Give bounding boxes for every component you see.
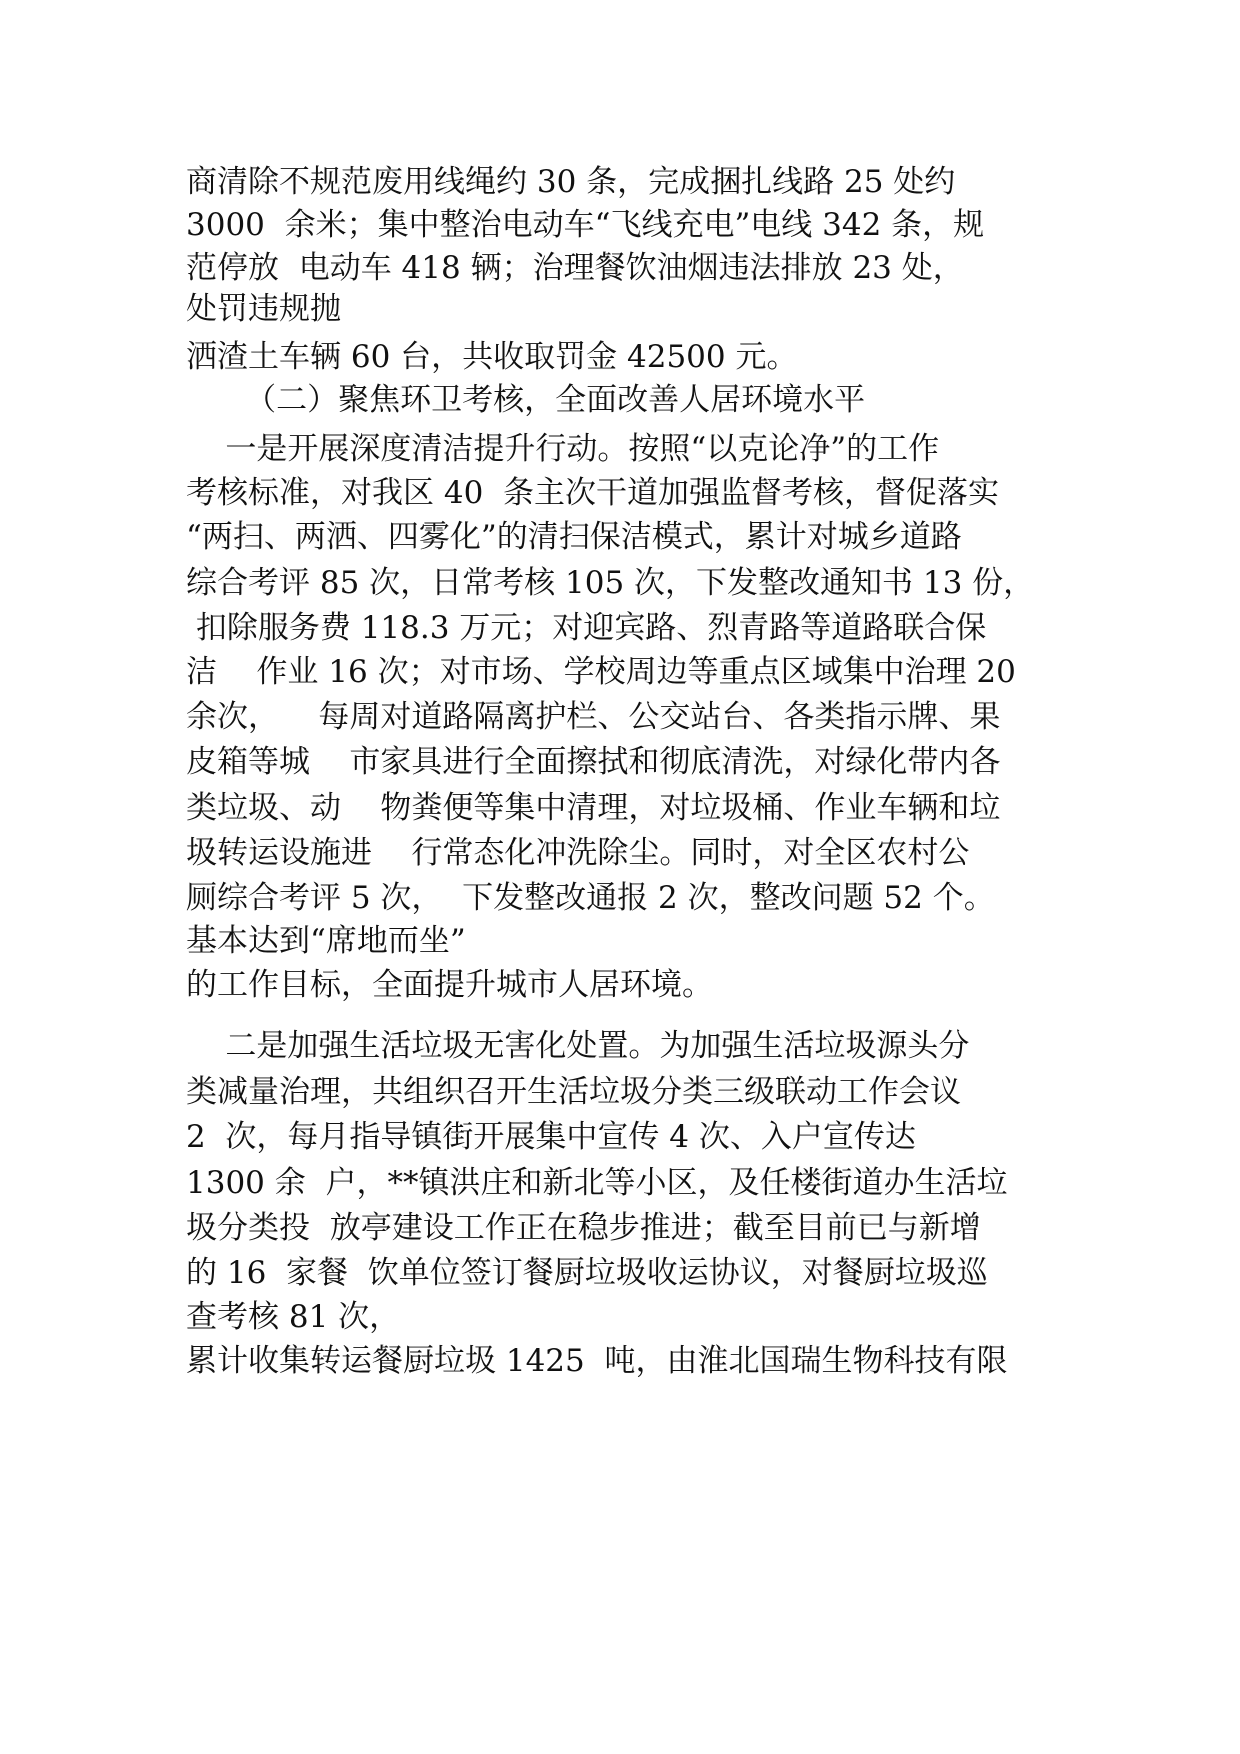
text-line: 皮箱等城 市家具进行全面擦拭和彻底清洗，对绿化带内各 xyxy=(186,744,1001,780)
text-line: 洁 作业 16 次；对市场、学校周边等重点区域集中治理 20 xyxy=(186,654,1016,690)
text-line: 2 次，每月指导镇街开展集中宣传 4 次、入户宣传达 xyxy=(186,1119,916,1155)
text-line: 商清除不规范废用线绳约 30 条，完成捆扎线路 25 处约 xyxy=(186,164,956,200)
text-line: 的 16 家餐 饮单位签订餐厨垃圾收运协议，对餐厨垃圾巡 xyxy=(186,1255,988,1291)
text-line: 厕综合考评 5 次， 下发整改通报 2 次，整改问题 52 个。 xyxy=(186,880,995,916)
text-line: 二是加强生活垃圾无害化处置。为加强生活垃圾源头分 xyxy=(186,1028,970,1064)
text-line: 余次， 每周对道路隔离护栏、公交站台、各类指示牌、果 xyxy=(186,699,1001,735)
text-line: 类减量治理，共组织召开生活垃圾分类三级联动工作会议 xyxy=(186,1074,961,1110)
text-line: 考核标准，对我区 40 条主次干道加强监督考核，督促落实 xyxy=(186,475,1000,511)
text-line: 1300 余 户，**镇洪庄和新北等小区，及任楼街道办生活垃 xyxy=(186,1165,1008,1201)
text-line: 查考核 81 次， xyxy=(186,1299,401,1335)
text-line: 一是开展深度清洁提升行动。按照“以克论净”的工作 xyxy=(186,431,940,467)
text-line: 处罚违规抛 xyxy=(186,291,341,327)
text-line: 洒渣土车辆 60 台，共收取罚金 42500 元。 xyxy=(186,339,798,375)
text-line: 累计收集转运餐厨垃圾 1425 吨，由淮北国瑞生物科技有限 xyxy=(186,1343,1008,1379)
text-line: 3000 余米；集中整治电动车“飞线充电”电线 342 条，规 xyxy=(186,207,985,243)
text-line: 范停放 电动车 418 辆；治理餐饮油烟违法排放 23 处， xyxy=(186,250,964,286)
text-line: “两扫、两洒、四雾化”的清扫保洁模式，累计对城乡道路 xyxy=(186,519,962,555)
text-line: 综合考评 85 次，日常考核 105 次，下发整改通知书 13 份， xyxy=(186,565,1035,601)
text-line: 的工作目标，全面提升城市人居环境。 xyxy=(186,967,713,1003)
text-line: 类垃圾、动 物粪便等集中清理，对垃圾桶、作业车辆和垃 xyxy=(186,790,1001,826)
text-line: 圾分类投 放亭建设工作正在稳步推进；截至目前已与新增 xyxy=(186,1210,981,1246)
text-line: 基本达到“席地而坐” xyxy=(186,923,466,959)
section-heading: （二）聚焦环卫考核，全面改善人居环境水平 xyxy=(186,382,866,418)
text-line: 扣除服务费 118.3 万元；对迎宾路、烈青路等道路联合保 xyxy=(186,610,987,646)
text-line: 圾转运设施进 行常态化冲洗除尘。同时，对全区农村公 xyxy=(186,835,970,871)
